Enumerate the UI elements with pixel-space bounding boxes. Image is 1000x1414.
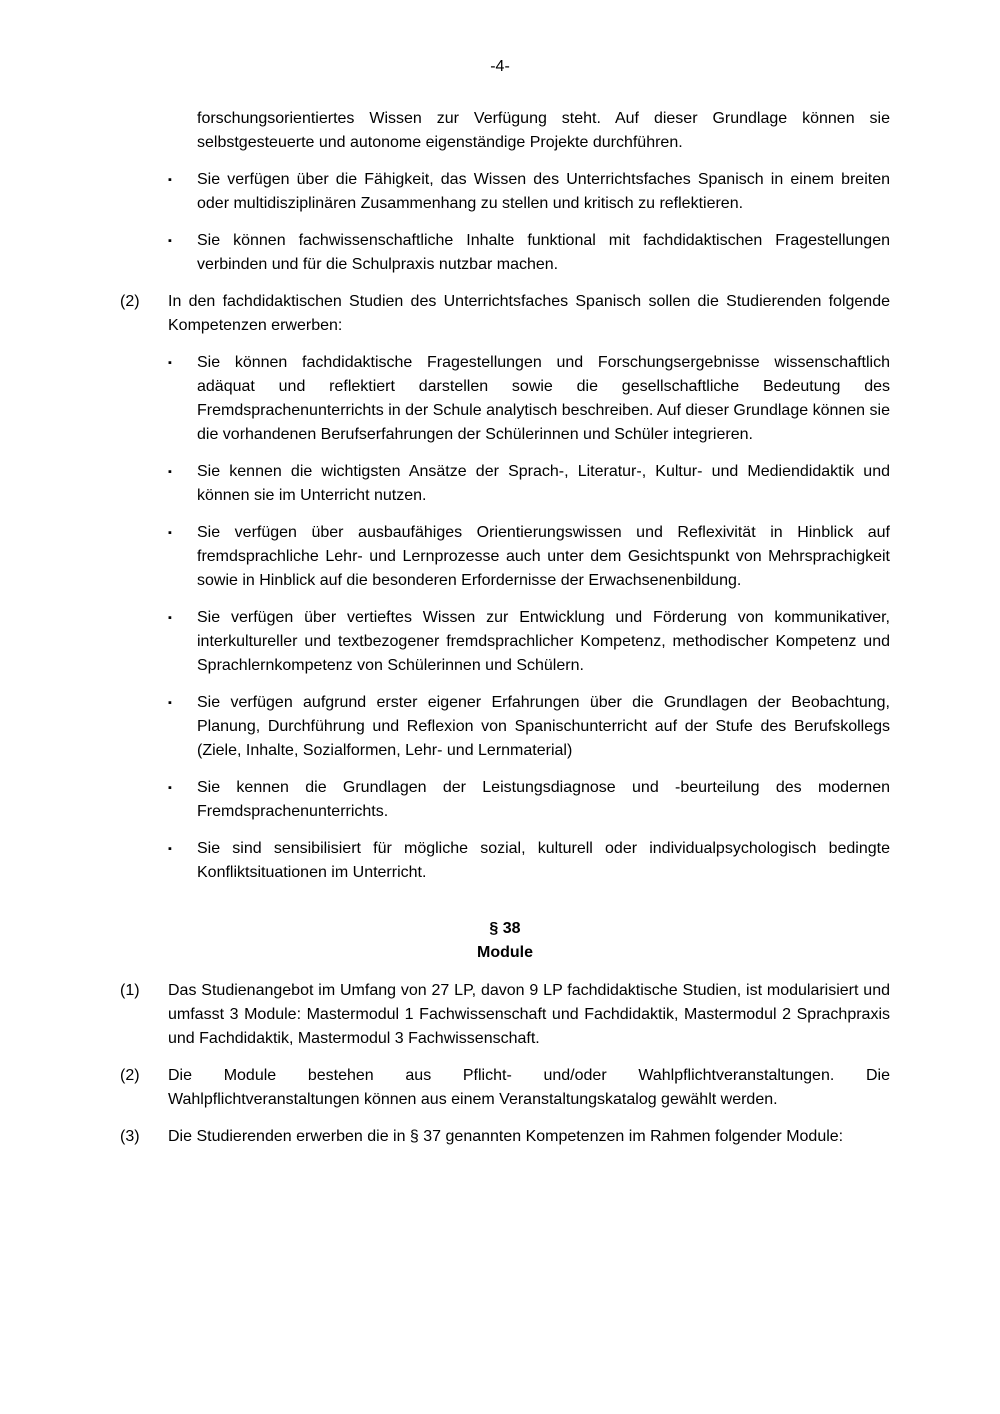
bullet-item-text: Sie kennen die Grundlagen der Leistungsdiagnose und -beurteilung des modernen Fremdsprachenunterrichts. — [197, 779, 890, 820]
numbered-item — [120, 1064, 890, 1112]
bullet-item — [168, 229, 890, 277]
paragraph: forschungsorientiertes Wissen zur Verfügung steht. Auf dieser Grundlage können sie selbstgesteuerte und autonome eigenständige Projekte durchführen. — [197, 110, 890, 151]
page-number: -4- — [490, 58, 510, 75]
bullet-item-text: Sie können fachwissenschaftliche Inhalte funktional mit fachdidaktischen Fragestellungen verbinden und für die Schulpraxis nutzbar machen. — [197, 232, 890, 273]
bullet-item-text: Sie verfügen über ausbaufähiges Orientierungswissen und Reflexivität in Hinblick auf fremdsprachliche Lehr- und Lernprozesse auch unter dem Gesichtspunkt von Mehrsprachigkeit sowie in Hinblick auf die besonderen Erfordernisse der Erwachsenenbildung. — [197, 524, 890, 589]
numbered-item-label: (2) — [120, 1067, 140, 1084]
bullet-item — [168, 776, 890, 824]
bullet-marker-icon: ▪ — [168, 466, 172, 478]
bullet-item — [168, 460, 890, 508]
bullet-item — [168, 691, 890, 763]
bullet-marker-icon: ▪ — [168, 843, 172, 855]
bullet-marker-icon: ▪ — [168, 697, 172, 709]
numbered-item-text: Das Studienangebot im Umfang von 27 LP, davon 9 LP fachdidaktische Studien, ist modularisiert und umfasst 3 Module: Mastermodul 1 Fachwissenschaft und Fachdidaktik, Mastermodul 2 Sprachpraxis und Fachdidaktik, Mastermodul 3 Fachwissenschaft. — [168, 982, 890, 1047]
numbered-item-text: Die Studierenden erwerben die in § 37 genannten Kompetenzen im Rahmen folgender Module: — [168, 1128, 844, 1145]
section-heading-line: § 38 — [489, 920, 521, 937]
document-content — [120, 107, 890, 1149]
bullet-item — [168, 837, 890, 885]
bullet-marker-icon: ▪ — [168, 782, 172, 794]
numbered-item — [120, 1125, 890, 1149]
bullet-marker-icon: ▪ — [168, 612, 172, 624]
numbered-item-text: In den fachdidaktischen Studien des Unterrichtsfaches Spanisch sollen die Studierenden folgende Kompetenzen erwerben: — [168, 293, 890, 334]
numbered-item-text: Die Module bestehen aus Pflicht- und/oder Wahlpflichtveranstaltungen. Die Wahlpflichtveranstaltungen können aus einem Veranstaltungskatalog gewählt werden. — [168, 1067, 890, 1108]
bullet-marker-icon: ▪ — [168, 357, 172, 369]
numbered-item-label: (3) — [120, 1128, 140, 1145]
numbered-item — [120, 290, 890, 338]
numbered-item-label: (1) — [120, 982, 140, 999]
bullet-item-text: Sie sind sensibilisiert für mögliche sozial, kulturell oder individualpsychologisch bedingte Konfliktsituationen im Unterricht. — [197, 840, 890, 881]
numbered-item — [120, 979, 890, 1051]
numbered-item-label: (2) — [120, 293, 140, 310]
bullet-item-text: Sie können fachdidaktische Fragestellungen und Forschungsergebnisse wissenschaftlich adäquat und reflektiert darstellen sowie die gesellschaftliche Bedeutung des Fremdsprachenunterrichts in der Schule analytisch beschreiben. Auf dieser Grundlage können sie die vorhandenen Berufserfahrungen der Schülerinnen und Schüler integrieren. — [197, 354, 890, 443]
bullet-item — [168, 521, 890, 593]
bullet-item — [168, 351, 890, 447]
bullet-item — [168, 606, 890, 678]
bullet-marker-icon: ▪ — [168, 174, 172, 186]
bullet-marker-icon: ▪ — [168, 235, 172, 247]
bullet-marker-icon: ▪ — [168, 527, 172, 539]
bullet-item-text: Sie verfügen über vertieftes Wissen zur Entwicklung und Förderung von kommunikativer, interkultureller und textbezogener fremdsprachlicher Kompetenz, methodischer Kompetenz und Sprachlernkompetenz von Schülerinnen und Schülern. — [197, 609, 890, 674]
bullet-item-text: Sie kennen die wichtigsten Ansätze der Sprach-, Literatur-, Kultur- und Mediendidaktik und können sie im Unterricht nutzen. — [197, 463, 890, 504]
section-heading — [120, 917, 890, 965]
bullet-item-text: Sie verfügen über die Fähigkeit, das Wissen des Unterrichtsfaches Spanisch in einem breiten oder multidisziplinären Zusammenhang zu stellen und kritisch zu reflektieren. — [197, 171, 890, 212]
bullet-item-text: Sie verfügen aufgrund erster eigener Erfahrungen über die Grundlagen der Beobachtung, Planung, Durchführung und Reflexion von Spanischunterricht auf der Stufe des Berufskollegs (Ziele, Inhalte, Sozialformen, Lehr- und Lernmaterial) — [197, 694, 890, 759]
section-heading-line: Module — [477, 944, 533, 961]
bullet-item — [168, 168, 890, 216]
